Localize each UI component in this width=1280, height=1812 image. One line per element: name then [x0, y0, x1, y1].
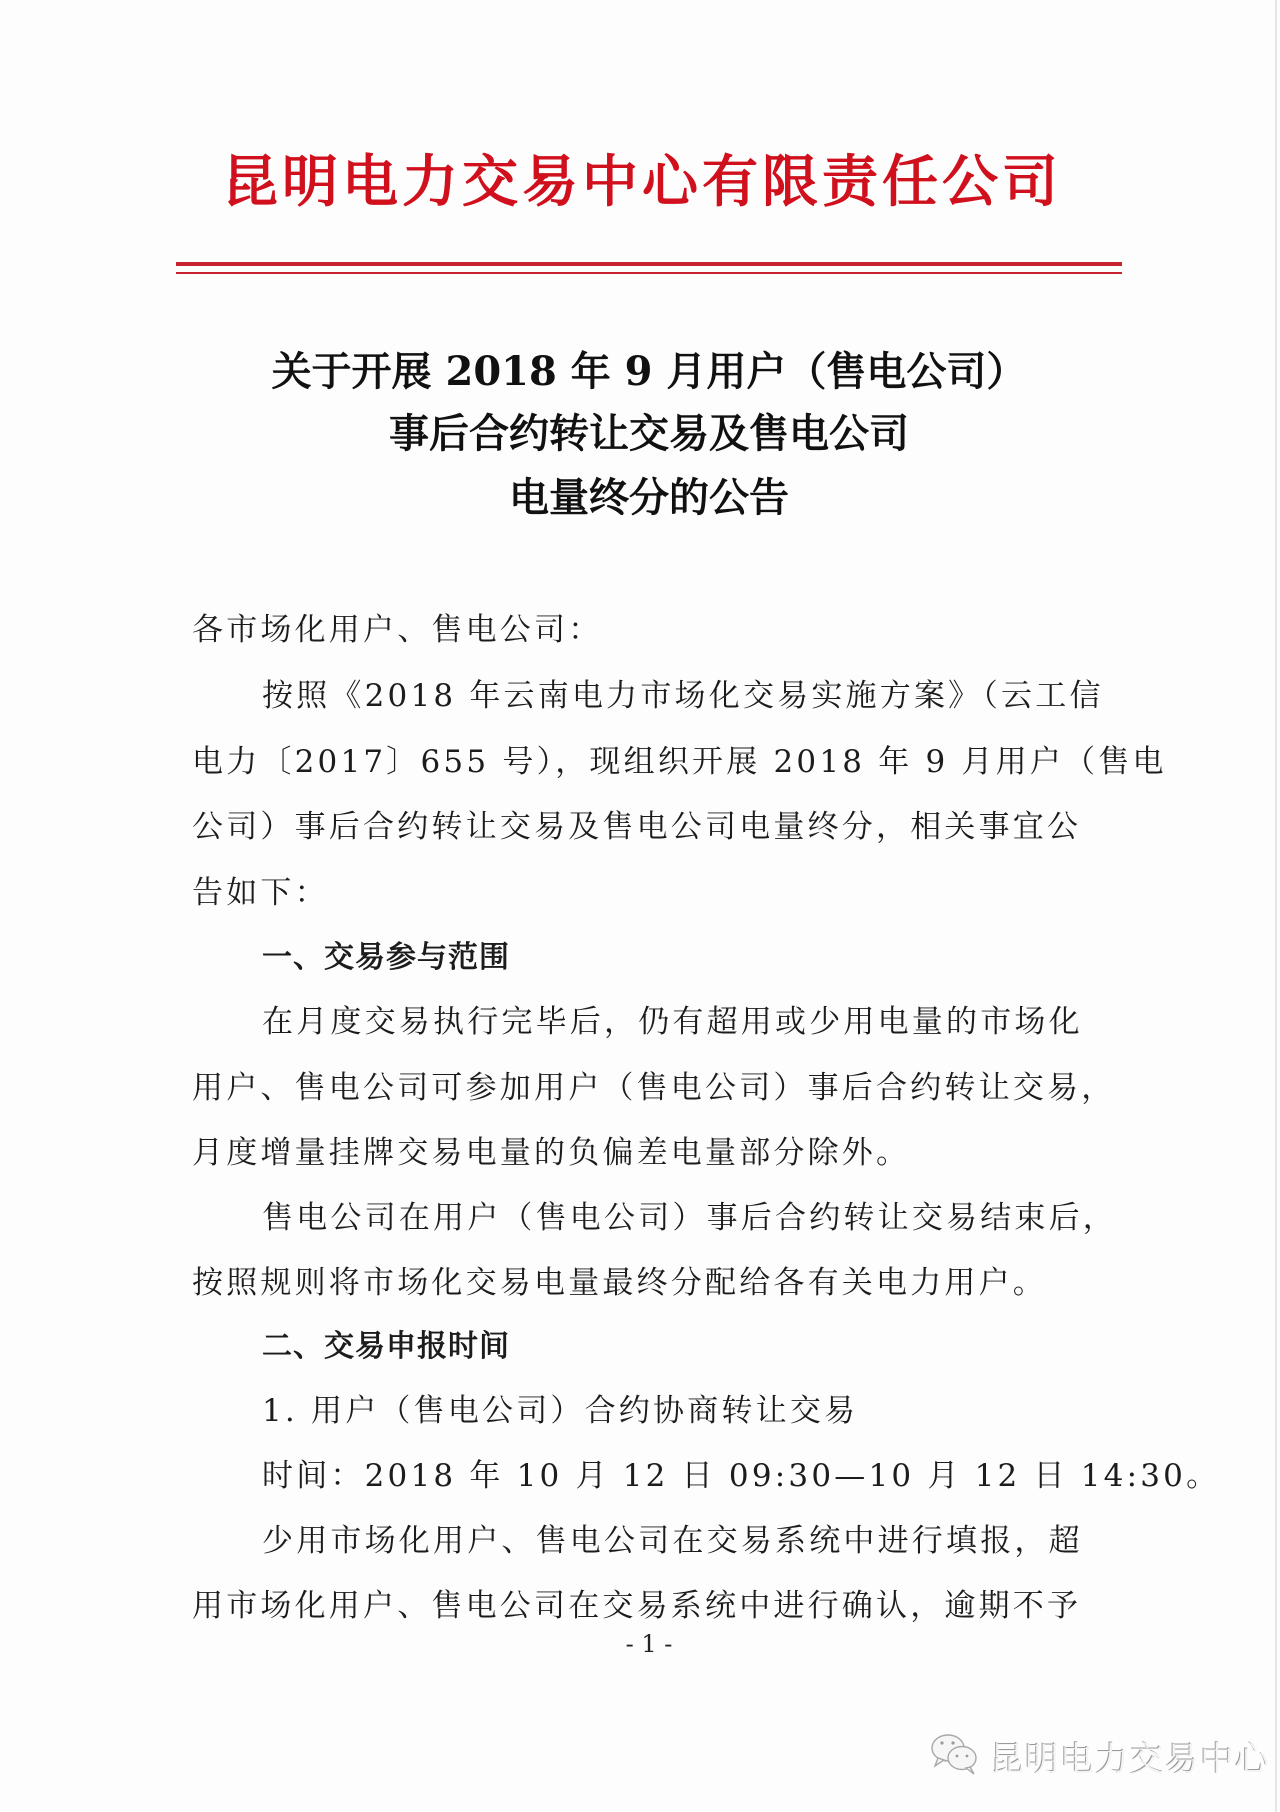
- intro-line: 电力〔2017〕655 号），现组织开展 2018 年 9 月用户（售电: [192, 744, 1167, 780]
- intro-line: 公司）事后合约转让交易及售电公司电量终分，相关事宜公: [192, 809, 1082, 845]
- page-edge: [1275, 0, 1277, 1812]
- letterhead-org-name: 昆明电力交易中心有限责任公司: [222, 149, 1062, 215]
- section-2-item-1-title: 1. 用户（售电公司）合约协商转让交易: [262, 1393, 859, 1429]
- paragraph-line: 用市场化用户、售电公司在交易系统中进行确认，逾期不予: [192, 1588, 1082, 1624]
- paragraph-line: 少用市场化用户、售电公司在交易系统中进行填报，超: [262, 1523, 1083, 1559]
- title-line-2: 事后合约转让交易及售电公司: [389, 410, 909, 457]
- letterhead-rule-thin: [176, 272, 1122, 274]
- paragraph-line: 售电公司在用户（售电公司）事后合约转让交易结束后，: [262, 1200, 1117, 1236]
- section-2-item-1-time: 时间：2018 年 10 月 12 日 09:30—10 月 12 日 14:30。: [262, 1458, 1221, 1494]
- wechat-icon: [930, 1731, 980, 1781]
- watermark-text: 昆明电力交易中心: [990, 1739, 1270, 1780]
- title-line-1: 关于开展 2018 年 9 月用户（售电公司）: [271, 348, 1027, 395]
- title-line-3: 电量终分的公告: [509, 474, 789, 521]
- paragraph-line: 用户、售电公司可参加用户（售电公司）事后合约转让交易，: [192, 1070, 1116, 1106]
- section-2-heading: 二、交易申报时间: [262, 1329, 510, 1364]
- paragraph-line: 在月度交易执行完毕后，仍有超用或少用电量的市场化: [262, 1004, 1083, 1040]
- paragraph-line: 月度增量挂牌交易电量的负偏差电量部分除外。: [192, 1135, 911, 1171]
- intro-line: 告如下：: [192, 875, 329, 911]
- intro-line: 按照《2018 年云南电力市场化交易实施方案》（云工信: [262, 678, 1104, 714]
- salutation: 各市场化用户、售电公司：: [192, 612, 603, 648]
- page-number: - 1 -: [625, 1630, 673, 1658]
- paragraph-line: 按照规则将市场化交易电量最终分配给各有关电力用户。: [192, 1265, 1047, 1301]
- letterhead-rule-thick: [176, 262, 1122, 266]
- watermark: [930, 1730, 1270, 1782]
- section-1-heading: 一、交易参与范围: [262, 940, 510, 975]
